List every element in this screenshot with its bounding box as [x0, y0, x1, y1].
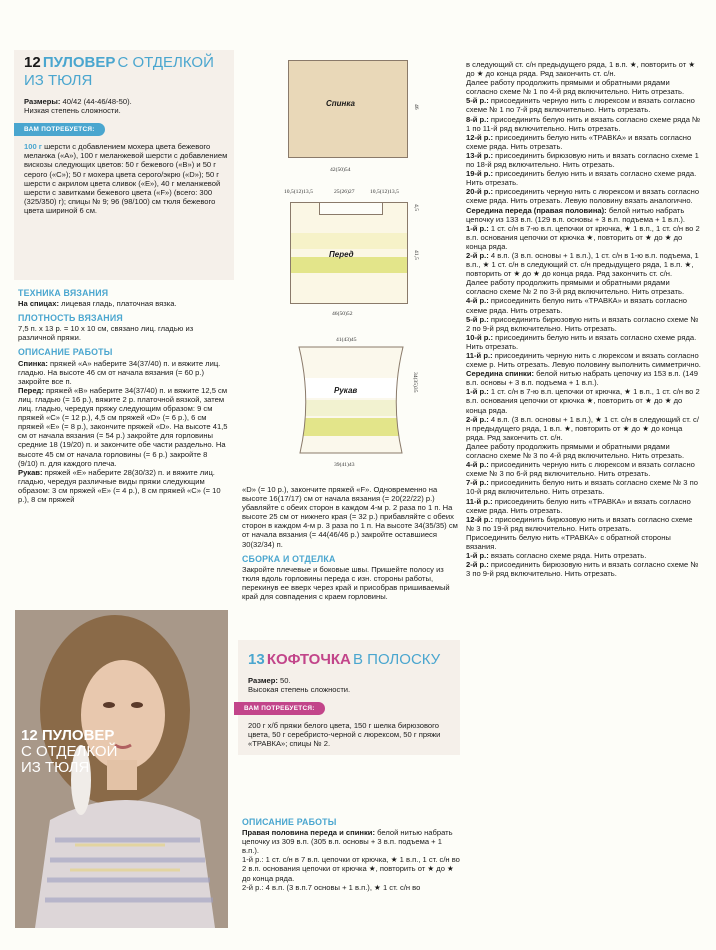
col3-para: 5-й р.: присоединить черную нить с люрексом и вязать согласно схеме № 1 по 7-й ряд включительно. Нить отрезать.: [466, 96, 695, 115]
model13-difficulty: Высокая степень сложности.: [248, 685, 351, 695]
sleeve-piece-label: Рукав: [334, 386, 358, 395]
model13-desc-title: ОПИСАНИЕ РАБОТЫ: [242, 817, 337, 827]
row-label: Середина переда (правая половина):: [466, 205, 607, 215]
model12-body: [18, 283, 228, 504]
back-text: пряжей «А» наберите 34(37/40) п. и вяжите лиц. гладью. На высоте 46 см от начала вязания (= 60 р.) закройте все п.: [18, 358, 221, 386]
sleeve-piece: [298, 346, 404, 454]
model12-sizes-value: 40/42 (44-46/48-50).: [62, 97, 132, 106]
col3-para: 2-й р.: присоединить бирюзовую нить и вязать согласно схеме № 3 по 9-й ряд включительно. Нить отрезать.: [466, 560, 699, 579]
model12-title: [24, 55, 229, 91]
row-label: 4-й р.:: [466, 296, 489, 306]
front-neckline: [319, 202, 383, 215]
front-top-left: 10,5(12)13,5: [284, 189, 313, 195]
row-label: 11-й р.:: [466, 351, 493, 360]
row-label: 2-й р.:: [466, 560, 489, 570]
col3-para: 2-й р.: 4 в.п. (3 в.п. основы + 1 в.п.), 1 ст. с/н в 1-ю в.п. подъема, 1 в.п., ★ 1 ст. с/н в следующий ст. с/н предыдущего ряда, 1 в.п. ★, повторить от ★ до ★ до конца ряда. Ряд закончить ст. с/н.: [466, 250, 699, 279]
back-height: 46: [413, 104, 420, 110]
front-piece-label: Перед: [329, 250, 354, 259]
row-label: 4-й р.:: [466, 460, 489, 470]
col3-para: 1-й р.: 1 ст. с/н в 7-ю в.п. цепочки от крючка, ★ 1 в.п., 1 ст. с/н во 2 в.п. основания цепочки от крючка ★, повторить от ★ до ★ до конца ряда.: [466, 387, 700, 415]
model13-size-value: 50.: [280, 676, 291, 685]
desc-title: ОПИСАНИЕ РАБОТЫ: [18, 347, 113, 358]
col3-para: 11-й р.: присоединить белую нить «ТРАВКА» и вязать согласно схеме ряда. Нить отрезать.: [466, 496, 691, 515]
row-label: 5-й р.:: [466, 96, 489, 106]
sleeve-top: 41(43)45: [336, 337, 357, 343]
row-label: 1-й р.:: [466, 551, 489, 561]
col3-para: Середина спинки: белой нитью набрать цепочку из 153 в.п. (149 в.п. основы + 3 в.п. подъема + 1 в.п.).: [466, 369, 698, 388]
photo-caption-title: ПУЛОВЕР: [41, 727, 115, 744]
assembly-text: Закройте плечевые и боковые швы. Пришейте полосу из тюля вдоль горловины переда с изн. стороны работы, перекинув ее вверх через край и присобрав пришиваемый край для совпадения с краем горловины.: [242, 564, 450, 602]
model12-sizes-label: Размеры:: [24, 97, 61, 106]
row-label: 2-й р.:: [466, 250, 489, 260]
row-label: 13-й р.:: [466, 150, 494, 160]
model13-needs-badge: ВАМ ПОТРЕБУЕТСЯ:: [234, 702, 325, 715]
col3-para: Присоединить белую нить «ТРАВКА» с обратной стороны вязания.: [466, 532, 671, 551]
technique-title: ТЕХНИКА ВЯЗАНИЯ: [18, 288, 109, 298]
col3-para: 4-й р.: присоединить белую нить «ТРАВКА» и вязать согласно схеме ряда. Нить отрезать.: [466, 296, 688, 315]
row-label: 12-й р.:: [466, 514, 494, 524]
front-side-small: 4,5: [413, 204, 420, 211]
back-piece: [288, 60, 408, 158]
density-title: ПЛОТНОСТЬ ВЯЗАНИЯ: [18, 313, 123, 324]
row-label: 2-й р.:: [466, 414, 489, 424]
row-label: 7-й р.:: [466, 478, 489, 488]
model13-materials: 200 г х/б пряжи белого цвета, 150 г шелка бирюзового цвета, 50 г серебристо-черной с люрексом, 50 г пряжи «ТРАВКА»; спицы № 2.: [248, 721, 441, 749]
model13-size-label: Размер:: [248, 676, 278, 685]
model13-title-rest: В ПОЛОСКУ: [352, 651, 441, 668]
front-height: 41,5: [413, 250, 420, 260]
model12-title-line2: ИЗ ТЮЛЯ: [24, 72, 93, 89]
model12-title-word1: ПУЛОВЕР: [42, 54, 116, 71]
col3-para: 1-й р.: вязать согласно схеме ряда. Нить отрезать.: [466, 551, 647, 561]
front-width: 46(50)52: [332, 311, 353, 317]
row-label: 10-й р.:: [466, 332, 494, 342]
model12-title-rest: С ОТДЕЛКОЙ: [117, 54, 214, 71]
row-label: 1-й р.:: [466, 387, 489, 397]
front-top-mid: 25(26)27: [334, 189, 355, 195]
photo-caption-line2: ИЗ ТЮЛЯ: [21, 759, 90, 776]
front-stripe-cream: [291, 233, 407, 249]
col3-para: в следующий ст. с/н предыдущего ряда, 1 в.п. ★, повторить от ★ до ★ до конца ряда. Ряд закончить ст. с/н.: [466, 60, 696, 79]
model13-row2: 2-й р.: 4 в.п. (3 в.п.7 основы + 1 в.п.), ★ 1 ст. с/н во: [242, 882, 421, 892]
model13-block: [244, 651, 460, 749]
row-label: 8-й р.:: [466, 114, 489, 124]
row-label: 12-й р.:: [466, 132, 494, 142]
col3-para: 7-й р.: присоединить белую нить и вязать согласно схеме № 3 по 10-й ряд включительно. Нить отрезать.: [466, 478, 698, 497]
front-piece: [290, 202, 408, 304]
col3-para: 13-й р.: присоединить бирюзовую нить и вязать согласно схеме 1 по 18-й ряд включительно. Нить отрезать.: [466, 150, 699, 170]
col3-para: 12-й р.: присоединить белую нить «ТРАВКА» и вязать согласно схеме ряда. Нить отрезать.: [466, 132, 692, 151]
sleeve-bottom: 39(41)43: [334, 462, 355, 468]
model13-title-word1: КОФТОЧКА: [266, 651, 351, 668]
col3-para: 19-й р.: присоединить белую нить и вязать согласно схеме ряда. Нить отрезать.: [466, 169, 697, 188]
row-label: Середина спинки:: [466, 369, 535, 379]
col3-para: 10-й р.: присоединить белую нить и вязать согласно схеме ряда. Нить отрезать.: [466, 332, 697, 351]
col3-para: 2-й р.: 4 в.п. (3 в.п. основы + 1 в.п.), ★ 1 ст. с/н в следующий ст. с/н предыдущего ряда, 1 в.п. ★, повторить от ★ до ★ до конца ряда. Ряд закончить ст. с/н.: [466, 414, 699, 442]
model-photo: [15, 610, 228, 928]
row-label: 5-й р.:: [466, 314, 489, 324]
col3-para: Далее работу продолжить прямыми и обратными рядами согласно схеме № 1 по 4-й ряд включительно. Нить отрезать.: [466, 78, 685, 97]
col3-para: 20-й р.: присоединить черную нить с люрексом и вязать согласно схеме ряда. Нить отрезать. Левую половину вязать аналогично.: [466, 187, 700, 206]
model13-body: [242, 812, 460, 892]
column3: [466, 60, 702, 578]
front-text: пряжей «В» наберите 34(37/40) п. и вяжите 12,5 см лиц. гладью (= 16 р.), вяжите 2 р. платочной вязкой, затем лиц. гладью, чередуя пряжу следующим образом: 9 см пряжей «С» (= 12 р.), 4,5 см пряжей «D» (= 6 р.), 6 см пряжей «Е» (= 8 р.), закончите пряжей «D». На высоте 41,5 см от начала вязания (= 54 р.) закройте для горловины средние 18 (19/20) п. и закончите обе части раздельно. На высоте 45 см от начала горловины (= 6 р.) закройте 8 (9/10) п. для каждого плеча.: [18, 385, 228, 468]
row-label: 1-й р.:: [466, 223, 489, 233]
model12-needs-badge: ВАМ ПОТРЕБУЕТСЯ:: [14, 123, 105, 136]
col3-para: 8-й р.: присоединить белую нить и вязать согласно схеме ряда № 1 по 11-й ряд включительно. Нить отрезать.: [466, 114, 701, 133]
density-text: 7,5 п. х 13 р. = 10 х 10 см, связано лиц. гладью из различной пряжи.: [18, 324, 194, 343]
model12-block: [24, 55, 229, 215]
front-stripe-yellow: [291, 257, 407, 273]
col3-para: 1-й р.: 1 ст. с/н в 7-ю в.п. цепочки от крючка, ★ 1 в.п., 1 ст. с/н во 2 в.п. основания цепочки от крючка ★, повторить от ★ до ★ до конца ряда.: [466, 223, 700, 251]
back-label: Спинка:: [18, 358, 48, 368]
col3-para: 12-й р.: присоединить бирюзовую нить и вязать согласно схеме № 3 по 19-й ряд включительно. Нить отрезать.: [466, 514, 693, 533]
sleeve-height: 34(35)35: [412, 372, 419, 393]
technique-text: лицевая гладь, платочная вязка.: [61, 299, 177, 309]
model13-title: [248, 652, 460, 670]
sleeve-label: Рукав:: [18, 467, 43, 477]
front-label: Перед:: [18, 385, 44, 395]
row-label: 19-й р.:: [466, 169, 494, 179]
col3-para: 4-й р.: присоединить черную нить с люрексом и вязать согласно схеме № 3 по 6-й ряд включительно. Нить отрезать.: [466, 460, 695, 479]
photo-caption-rest: С ОТДЕЛКОЙ: [21, 743, 118, 760]
model12-materials-first: 100 г: [24, 142, 42, 152]
model12-number: 12: [24, 54, 41, 71]
model13-right-text: белой нитью набрать цепочку из 309 в.п. (305 в.п. основы + 3 в.п. подъема + 1 в.п.).: [242, 828, 453, 856]
row-label: 20-й р.:: [466, 187, 494, 197]
back-piece-label: Спинка: [326, 99, 355, 108]
back-width: 42(50)54: [330, 167, 351, 173]
assembly-title: СБОРКА И ОТДЕЛКА: [242, 553, 336, 564]
model12-difficulty: Низкая степень сложности.: [24, 106, 121, 116]
technique-label: На спицах:: [18, 299, 60, 309]
front-top-right: 10,5(12)13,5: [370, 189, 399, 195]
photo-caption: [21, 728, 117, 776]
model13-number: 13: [248, 651, 265, 668]
col3-para: 11-й р.: присоединить черную нить с люрексом и вязать согласно схеме р. Нить отрезать. Левую половину выполнить симметрично.: [466, 351, 701, 370]
model13-right-label: Правая половина переда и спинки:: [242, 828, 375, 838]
col3-para: Далее работу продолжить прямыми и обратными рядами согласно схеме № 3 по 4-й ряд включительно. Нить отрезать.: [466, 441, 685, 461]
photo-caption-number: 12: [21, 727, 38, 744]
row-label: 11-й р.:: [466, 496, 493, 506]
cont-text: «D» (= 10 р.), закончите пряжей «F». Одновременно на высоте 16(17/17) см от начала вязания (= 20(22/22) р.) убавляйте с обеих сторон в каждом 4-м р. 2 раза по 1 п. На высоте 25 см от нижнего края (= 32 р.) прибавляйте с обеих сторон в каждом 4-м р. 3 раза по 1 п. На высоте 34(35/35) см от начала вязания (= 44(46/46 р.) закройте оставшиеся 30(32/34) п.: [242, 485, 458, 549]
col3-para: Далее работу продолжить прямыми и обратными рядами согласно схеме № 2 по 3-й ряд включительно. Нить отрезать.: [466, 278, 685, 297]
model12-continuation: [242, 485, 460, 601]
sleeve-text: пряжей «Е» наберите 28(30/32) п. и вяжите лиц. гладью, чередуя различные виды пряжи следующим образом: 3 см пряжей «Е» (= 4 р.), 8 см пряжей «С» (= 10 р.), 8 см пряжей: [18, 467, 221, 504]
model12-materials: шерсти с добавлением мохера цвета бежевого меланжа («А»), 100 г меланжевой шерсти с добавлением вискозы следующих цветов: 50 г бежевого («В») и 50 г серого («С»); 50 г мохера цвета серого/экрю («D»); 50 г шерсти с акрилом цвета сливок («Е»), 40 г меланжевой шерсти с завитками бежевого цвета («F») (всего: 300 (325/350) г); спицы № 9; 96 (98/100) см тюля бежевого цвета шириной 6 см.: [24, 142, 228, 215]
col3-para: Середина переда (правая половина): белой нитью набрать цепочку из 133 в.п. (129 в.п. основы + 3 в.п. подъема + 1 в.п.).: [466, 205, 686, 224]
col3-para: 5-й р.: присоединить бирюзовую нить и вязать согласно схеме № 2 по 9-й ряд включительно. Нить отрезать.: [466, 314, 699, 333]
model13-row1: 1-й р.: 1 ст. с/н в 7 в.п. цепочки от крючка, ★ 1 в.п., 1 ст. с/н во 2 в.п. основания цепочки от крючка ★, повторить от ★ до ★ до конца ряда.: [242, 855, 460, 883]
